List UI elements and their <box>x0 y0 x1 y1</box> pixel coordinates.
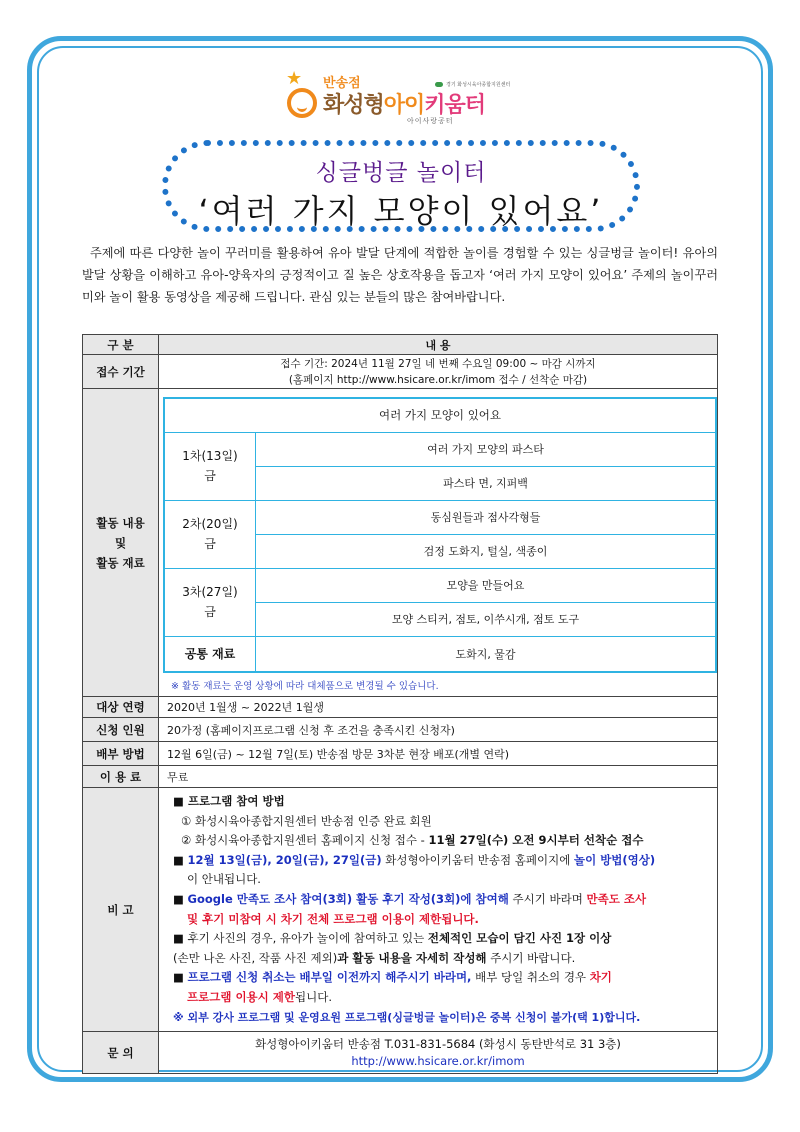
remarks-blue: 12월 13일(금), 20일(금), 27일(금) <box>187 852 382 867</box>
remarks-text: ■ <box>173 970 188 985</box>
remarks-blue: 놀이 방법(영상) <box>573 852 656 867</box>
remarks-text: (손만 나온 사진, 작품 사진 제외) <box>173 950 338 965</box>
remarks-text: ■ 후기 사진의 경우, 유아가 놀이에 참여하고 있는 <box>173 931 428 946</box>
remarks-label: 비 고 <box>83 788 159 1032</box>
remarks-bold: 과 활동 내용을 자세히 작성해 <box>337 950 487 965</box>
logo-sub: 아이사랑공터 <box>407 117 454 125</box>
session-1 <box>164 432 256 500</box>
logo-org-text: 경기 화성시육아종합지원센터 <box>446 82 511 88</box>
star-icon: ★ <box>286 68 303 89</box>
activity-label-1: 활동 내용 <box>96 515 145 530</box>
smile-icon <box>287 88 317 118</box>
remarks-red: 차기 <box>589 970 612 985</box>
fee-row <box>83 766 718 788</box>
distribution-row <box>83 742 718 766</box>
common-value: 도화지, 물감 <box>256 636 717 672</box>
remarks-row <box>83 788 718 1032</box>
remarks-line <box>173 968 707 988</box>
reception-cell <box>159 355 718 389</box>
remarks-blue: Google 만족도 조사 참여(3회) 활동 후기 작성(3회)에 참여해 <box>187 891 509 906</box>
remarks-text: 주시기 바라며 <box>508 891 587 906</box>
activity-label <box>83 389 159 697</box>
remarks-line: 이 안내됩니다. <box>187 872 261 887</box>
age-label: 대상 연령 <box>83 697 159 718</box>
capacity-row <box>83 718 718 742</box>
age-row <box>83 697 718 718</box>
remarks-text: ② 화성시육아종합지원센터 홈페이지 신청 접수 - <box>181 833 429 848</box>
reception-line1: 접수 기간: 2024년 11월 27일 네 번째 수요일 09:00 ~ 마감 시까지 <box>280 357 596 370</box>
logo-name-a: 화성형 <box>323 93 384 118</box>
inquiry-line1: 화성형아이키움터 반송점 T.031-831-5684 (화성시 동탄반석로 31 3층) <box>255 1036 621 1051</box>
remarks-line <box>173 851 707 871</box>
remarks-line <box>173 890 707 910</box>
remarks-line: ① 화성시육아종합지원센터 반송점 인증 완료 회원 <box>181 813 432 828</box>
remarks-line: 및 후기 미참여 시 차기 전체 프로그램 이용이 제한됩니다. <box>187 911 479 926</box>
remarks-text: 됩니다. <box>295 989 332 1004</box>
session-3-day: 금 <box>204 605 216 619</box>
activity-cell <box>159 389 718 697</box>
inquiry-label: 문 의 <box>83 1032 159 1074</box>
inquiry-row <box>83 1032 718 1074</box>
activity-theme: 여러 가지 모양이 있어요 <box>164 398 716 432</box>
session-2-label: 2차(20일) <box>182 517 238 531</box>
remarks-red: 프로그램 이용시 제한 <box>187 989 295 1004</box>
title-line2: ‘여러 가지 모양이 있어요’ <box>198 192 604 230</box>
remarks-cell <box>159 788 718 1032</box>
inquiry-cell <box>159 1032 718 1074</box>
fee-label: 이 용 료 <box>83 766 159 788</box>
remarks-blue: 프로그램 신청 취소는 배부일 이전까지 해주시기 바라며, <box>187 970 472 985</box>
header-content: 내 용 <box>159 335 718 355</box>
remarks-bold: 전체적인 모습이 담긴 사진 1장 이상 <box>427 931 612 946</box>
logo-org <box>435 81 510 88</box>
reception-row <box>83 355 718 389</box>
remarks-line: ■ 프로그램 참여 방법 <box>173 794 285 808</box>
fee-value: 무료 <box>159 766 718 788</box>
distribution-value: 12월 6일(금) ~ 12월 7일(토) 반송점 방문 3차분 현장 배포(개별 연락) <box>159 742 718 766</box>
remarks-text: ■ <box>173 891 188 906</box>
activity-label-3: 활동 재료 <box>96 555 145 570</box>
session-2 <box>164 500 256 568</box>
logo-name-b: 아이 <box>383 93 425 118</box>
session-3-content: 모양을 만들어요 <box>256 568 717 602</box>
session-2-day: 금 <box>204 537 216 551</box>
reception-line2: (홈페이지 http://www.hsicare.or.kr/imom 접수 / 선착순 마감) <box>288 373 588 386</box>
logo <box>283 68 523 132</box>
session-1-label: 1차(13일) <box>182 449 238 463</box>
session-3 <box>164 568 256 636</box>
capacity-value: 20가정 (홈페이지프로그램 신청 후 조건을 충족시킨 신청자) <box>159 718 718 742</box>
session-1-materials: 파스타 면, 지퍼백 <box>256 466 717 500</box>
age-value: 2020년 1월생 ~ 2022년 1월생 <box>159 697 718 718</box>
remarks-line: ※ 외부 강사 프로그램 및 운영요원 프로그램(싱글벙글 놀이터)은 중복 신청이 불가(택 1)합니다. <box>173 1010 641 1024</box>
header-category: 구 분 <box>83 335 159 355</box>
session-1-content: 여러 가지 모양의 파스타 <box>256 432 717 466</box>
remarks-text: ■ <box>173 852 188 867</box>
logo-name <box>323 88 485 119</box>
remarks-line <box>173 988 707 1008</box>
distribution-label: 배부 방법 <box>83 742 159 766</box>
title-line1: 싱글벙글 놀이터 <box>315 160 487 186</box>
session-2-content: 동심원들과 점사각형들 <box>256 500 717 534</box>
session-1-day: 금 <box>204 469 216 483</box>
common-label: 공통 재료 <box>164 636 256 672</box>
program-table <box>82 334 718 1074</box>
remarks-bold: 11월 27일(수) 오전 9시부터 선착순 접수 <box>428 833 644 848</box>
remarks-text: 배부 당일 취소의 경우 <box>471 970 590 985</box>
remarks-line <box>173 949 707 969</box>
session-3-label: 3차(27일) <box>182 585 238 599</box>
table-header-row <box>83 335 718 355</box>
title-box <box>162 140 640 232</box>
activity-table <box>163 397 717 673</box>
logo-name-c: 키움터 <box>424 93 486 118</box>
remarks-text: 화성형아이키움터 반송점 홈페이지에 <box>381 852 574 867</box>
reception-label: 접수 기간 <box>83 355 159 389</box>
remarks-line <box>173 929 707 949</box>
capacity-label: 신청 인원 <box>83 718 159 742</box>
remarks-red: 만족도 조사 <box>586 891 647 906</box>
intro-paragraph: 주제에 따른 다양한 놀이 꾸러미를 활용하여 유아 발달 단계에 적합한 놀이를 경험할 수 있는 싱글벙글 놀이터! 유아의 발달 상황을 이해하고 유아-양육자의 긍정적이고 질 높은 상호작용을 돕고자 ‘여러 가지 모양이 있어요’ 주제의 놀이꾸러미와 놀이 활용 동영상을 제공해 드립니다. 관심 있는 분들의 많은 참여바랍니다. <box>82 246 718 304</box>
activity-note: ※ 활동 재료는 운영 상황에 따라 대체품으로 변경될 수 있습니다. <box>171 681 439 692</box>
activity-row <box>83 389 718 697</box>
inquiry-link[interactable]: http://www.hsicare.or.kr/imom <box>351 1053 525 1068</box>
session-2-materials: 검정 도화지, 털실, 색종이 <box>256 534 717 568</box>
activity-label-2: 및 <box>114 535 127 550</box>
remarks-line <box>173 831 707 851</box>
org-leaf-icon <box>435 82 443 87</box>
logo-branch: 반송점 <box>323 76 361 91</box>
session-3-materials: 모양 스티커, 점토, 이쑤시개, 점토 도구 <box>256 602 717 636</box>
remarks-text: 주시기 바랍니다. <box>486 950 576 965</box>
